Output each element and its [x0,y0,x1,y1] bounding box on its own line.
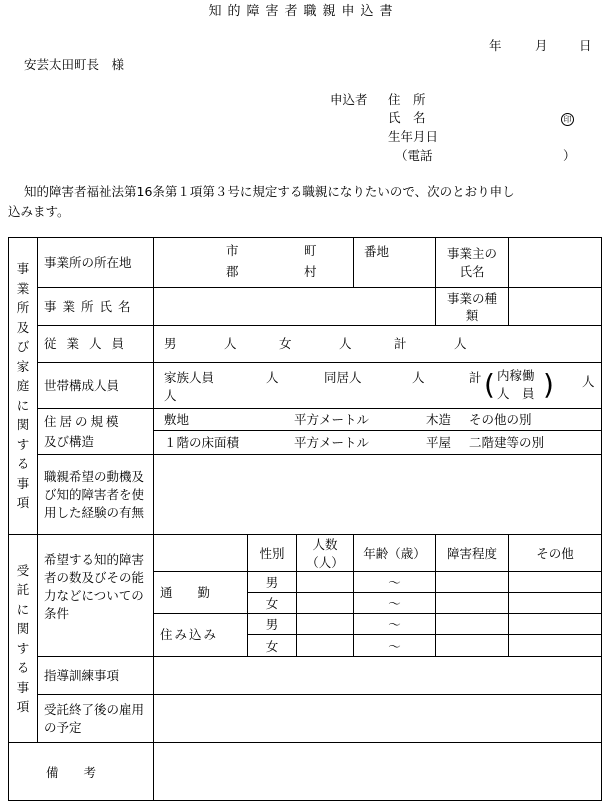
business-type-field[interactable] [509,288,602,326]
live-in-female-other[interactable] [509,635,602,657]
commute-female-other[interactable] [509,593,602,614]
section2-label: 受託に関する事項 [16,562,30,714]
applicant-phone-label: （電話 [395,148,433,163]
applicant-label: 申込者 [330,92,368,107]
commute-male-other[interactable] [509,572,602,593]
training-field[interactable] [154,657,602,695]
training-label: 指導訓練事項 [38,657,154,695]
business-type-label-text: 事業の種類 [447,290,498,323]
cohabit-unit: 人 [412,369,425,385]
conditions-header-blank [154,535,248,572]
city-label: 市 [226,242,239,258]
workers-label-2: 人 員 [497,385,535,401]
employees-female-unit: 人 [339,335,352,351]
other-type-label: その他の別 [469,411,532,427]
section1-label-cell [9,238,38,535]
live-in-label: 住み込み [154,614,248,657]
workers-label-1: 内稼働 [497,367,535,383]
commute-female-label: 女 [248,593,297,614]
housing-label-1: 住居の規模 [44,413,122,429]
commute-male-label: 男 [248,572,297,593]
right-bracket-icon: ) [543,367,554,401]
applicant-name-label: 氏 名 [388,110,426,125]
village-label: 村 [304,263,317,279]
live-in-female-count[interactable] [297,635,354,657]
family-label: 家族人員 [164,369,215,385]
conditions-label [38,535,154,657]
commute-male-age[interactable]: ～ [354,572,436,593]
family-unit: 人 [266,369,279,385]
page-title: 知的障害者職親申込書 [208,4,399,19]
floor-label: １階の床面積 [164,434,240,450]
flat-label: 平屋 [426,434,452,450]
header-disability: 障害程度 [436,535,509,572]
live-in-male-other[interactable] [509,614,602,635]
lot-label: 番地 [364,244,390,259]
application-form-table [8,237,602,801]
county-label: 郡 [226,263,239,279]
seal-mark [561,112,574,126]
employees-total: 計 [394,335,407,351]
commute-male-disability[interactable] [436,572,509,593]
addressee: 安芸太田町長 様 [24,57,125,72]
date-year: 年 [489,38,502,53]
live-in-male-label: 男 [248,614,297,635]
owner-label [436,238,509,288]
header-other: その他 [509,535,602,572]
employment-label-text: 受託終了後の雇用の予定 [44,701,145,735]
applicant-address-label: 住 所 [388,92,426,107]
workers-unit: 人 [582,373,595,389]
office-name-field[interactable] [154,288,436,326]
location-field[interactable] [154,238,354,288]
housing-label [38,409,154,455]
conditions-label-text: 希望する知的障害者の数及びその能力などについての条件 [44,551,145,621]
employment-field[interactable] [154,695,602,743]
housing-floor-field[interactable] [154,431,602,455]
household-field[interactable] [154,363,602,409]
live-in-male-count[interactable] [297,614,354,635]
date-month: 月 [535,38,548,53]
live-in-female-disability[interactable] [436,635,509,657]
live-in-male-disability[interactable] [436,614,509,635]
housing-label-2: 及び構造 [44,433,95,449]
family-unit-2: 人 [164,387,177,403]
employees-field[interactable] [154,326,602,363]
site-label: 敷地 [164,411,190,427]
site-sqm: 平方メートル [294,411,370,427]
location-label: 事業所の所在地 [38,238,154,288]
employees-male: 男 [164,335,177,351]
employees-female: 女 [279,335,292,351]
seal-icon: 印 [561,113,574,126]
live-in-female-age[interactable]: ～ [354,635,436,657]
employees-total-unit: 人 [454,335,467,351]
housing-site-field[interactable] [154,409,602,431]
wood-label: 木造 [426,411,452,427]
commute-female-disability[interactable] [436,593,509,614]
owner-field[interactable] [509,238,602,288]
remarks-label: 備 考 [9,743,154,801]
employees-label: 従業人員 [38,326,154,363]
cohabit-label: 同居人 [324,369,362,385]
header-count: 人数（人） [297,535,354,572]
motive-label [38,455,154,535]
date-day: 日 [579,38,592,53]
commute-female-age[interactable]: ～ [354,593,436,614]
header-age: 年齢（歳） [354,535,436,572]
household-total: 計 [469,369,482,385]
applicant-phone-close: ） [563,148,576,163]
section2-label-cell [9,535,38,743]
floor-sqm: 平方メートル [294,434,370,450]
left-bracket-icon: ( [484,367,495,401]
two-story-label: 二階建等の別 [469,434,545,450]
town-label: 町 [304,242,317,258]
remarks-field[interactable] [154,743,602,801]
household-label: 世帯構成人員 [38,363,154,409]
live-in-male-age[interactable]: ～ [354,614,436,635]
section1-label: 事業所及び家庭に関する事項 [16,261,30,511]
business-type-label [436,288,509,326]
employees-male-unit: 人 [224,335,237,351]
applicant-birth-label: 生年月日 [388,129,439,144]
motive-field[interactable] [154,455,602,535]
live-in-female-label: 女 [248,635,297,657]
owner-label-text: 事業主の氏名 [447,245,498,279]
header-sex: 性別 [248,535,297,572]
intro-text-1: 知的障害者福祉法第16条第１項第３号に規定する職親になりたいので、次のとおり申し [24,184,515,199]
employment-label [38,695,154,743]
commute-female-count[interactable] [297,593,354,614]
commute-label: 通 勤 [154,572,248,614]
commute-male-count[interactable] [297,572,354,593]
intro-text-2: 込みます。 [8,204,70,219]
motive-label-text: 職親希望の動機及び知的障害者を使用した経験の有無 [44,468,145,520]
lot-field[interactable] [354,238,436,288]
office-name-label: 事業所氏名 [38,288,154,326]
